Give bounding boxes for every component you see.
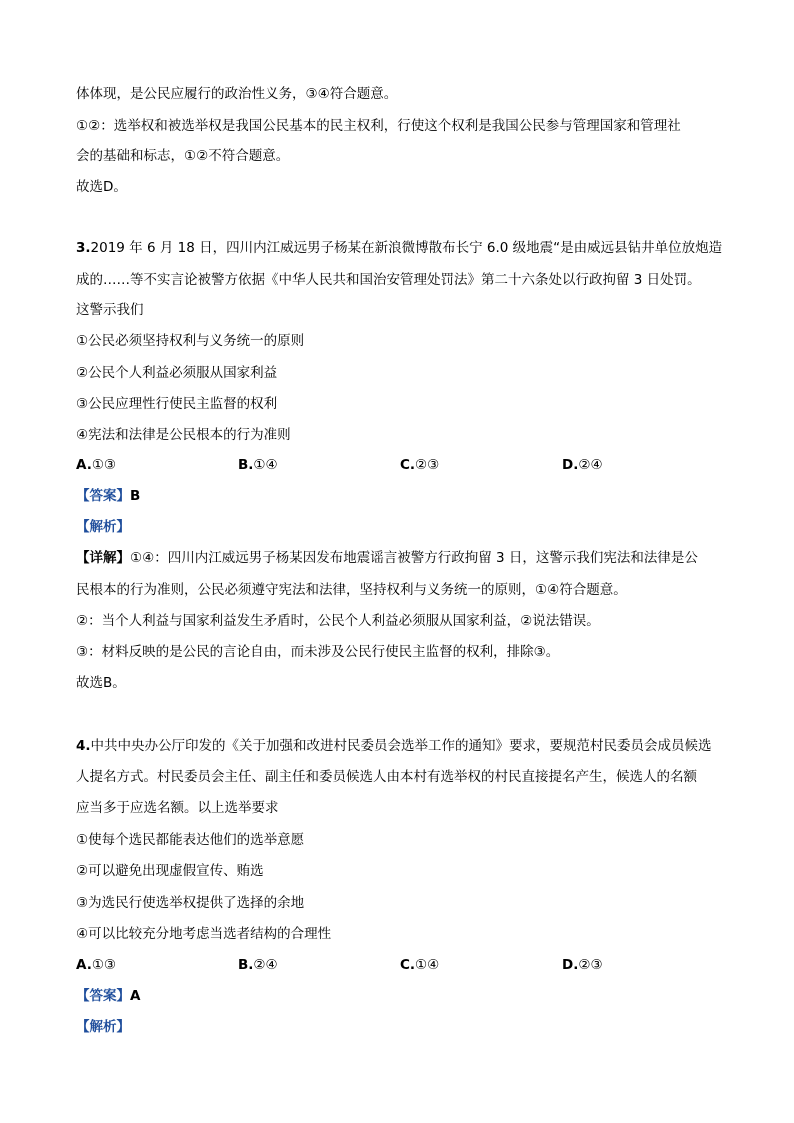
q3-option-c — [400, 455, 439, 475]
prev-conclusion: 故选D。 — [76, 179, 127, 195]
q3-option-d-letter: D. — [562, 457, 579, 473]
q3-detail-line-1 — [76, 548, 734, 568]
q3-answer-tag: 【答案】 — [76, 488, 130, 504]
q3-option-b — [238, 455, 278, 475]
q4-stem-line-3: 应当多于应选名额。以上选举要求 — [76, 800, 279, 816]
q3-detail-line-2: 民根本的行为准则，公民必须遵守宪法和法律，坚持权利与义务统一的原则，①④符合题意。 — [76, 582, 627, 598]
q4-option-a — [76, 955, 116, 975]
q3-detail-text-1: ①④：四川内江威远男子杨某因发布地震谣言被警方行政拘留 3 日，这警示我们宪法和法律是公 — [130, 550, 698, 566]
q4-option-c — [400, 955, 439, 975]
q3-option-b-text: ①④ — [253, 457, 278, 473]
q3-item-2: ②公民个人利益必须服从国家利益 — [76, 365, 278, 381]
q3-item-3: ③公民应理性行使民主监督的权利 — [76, 396, 278, 412]
q4-answer — [76, 986, 734, 1006]
q3-number: 3. — [76, 240, 91, 256]
q3-answer-value: B — [130, 488, 141, 504]
q4-item-2: ②可以避免出现虚假宣传、贿选 — [76, 863, 264, 879]
q3-stem-line-3: 这警示我们 — [76, 302, 144, 318]
q3-detail-tag: 【详解】 — [76, 550, 130, 566]
q3-option-a-text: ①③ — [91, 457, 117, 473]
q3-detail-line-3: ②：当个人利益与国家利益发生矛盾时，公民个人利益必须服从国家利益，②说法错误。 — [76, 613, 600, 629]
prev-answer-line-2: ①②：选举权和被选举权是我国公民基本的民主权利，行使这个权利是我国公民参与管理国家和管理社 — [76, 118, 681, 134]
q4-option-b-text: ②④ — [253, 957, 278, 973]
q4-answer-tag: 【答案】 — [76, 988, 130, 1004]
q4-option-d-letter: D. — [562, 957, 579, 973]
q3-item-4: ④宪法和法律是公民根本的行为准则 — [76, 427, 291, 443]
q4-answer-value: A — [130, 988, 141, 1004]
q4-analysis-heading — [76, 1017, 734, 1037]
q4-option-d — [562, 955, 603, 975]
q4-stem-line-1 — [76, 736, 734, 756]
q3-stem-text-1: 2019 年 6 月 18 日，四川内江威远男子杨某在新浪微博散布长宁 6.0 级地震“是由威远县钻井单位放炮造 — [90, 240, 723, 256]
q3-detail-line-4: ③：材料反映的是公民的言论自由，而未涉及公民行使民主监督的权利，排除③。 — [76, 644, 560, 660]
q3-conclusion: 故选B。 — [76, 675, 126, 691]
q3-option-a-letter: A. — [76, 457, 92, 473]
q3-option-d-text: ②④ — [578, 457, 603, 473]
q4-item-1: ①使每个选民都能表达他们的选举意愿 — [76, 832, 305, 848]
q4-stem-text-1: 中共中央办公厅印发的《关于加强和改进村民委员会选举工作的通知》要求，要规范村民委员会成员候选 — [90, 738, 712, 754]
q3-option-c-letter: C. — [400, 457, 416, 473]
q4-stem-line-2: 人提名方式。村民委员会主任、副主任和委员候选人由本村有选举权的村民直接提名产生，候选人的名额 — [76, 769, 697, 785]
q4-item-3: ③为选民行使选举权提供了选择的余地 — [76, 895, 305, 911]
q3-stem-line-1 — [76, 238, 734, 258]
q3-analysis-tag: 【解析】 — [76, 519, 130, 535]
q4-option-a-letter: A. — [76, 957, 92, 973]
q4-option-a-text: ①③ — [91, 957, 117, 973]
q3-stem-line-2: 成的……等不实言论被警方依据《中华人民共和国治安管理处罚法》第二十六条处以行政拘留 3 日处罚。 — [76, 272, 701, 288]
prev-answer-line-3: 会的基础和标志，①②不符合题意。 — [76, 148, 290, 164]
q3-answer — [76, 486, 734, 506]
q4-number: 4. — [76, 738, 91, 754]
q4-option-b — [238, 955, 278, 975]
q3-option-c-text: ②③ — [415, 457, 440, 473]
q4-analysis-tag: 【解析】 — [76, 1019, 130, 1035]
q3-item-1: ①公民必须坚持权利与义务统一的原则 — [76, 333, 305, 349]
q3-option-b-letter: B. — [238, 457, 254, 473]
q4-item-4: ④可以比较充分地考虑当选者结构的合理性 — [76, 926, 332, 942]
q3-option-a — [76, 455, 116, 475]
q4-option-c-text: ①④ — [415, 957, 440, 973]
q4-option-b-letter: B. — [238, 957, 254, 973]
q4-option-c-letter: C. — [400, 957, 416, 973]
q3-analysis-heading — [76, 517, 734, 537]
q3-option-d — [562, 455, 603, 475]
q4-option-d-text: ②③ — [578, 957, 603, 973]
prev-answer-line-1: 体体现，是公民应履行的政治性义务，③④符合题意。 — [76, 86, 398, 102]
